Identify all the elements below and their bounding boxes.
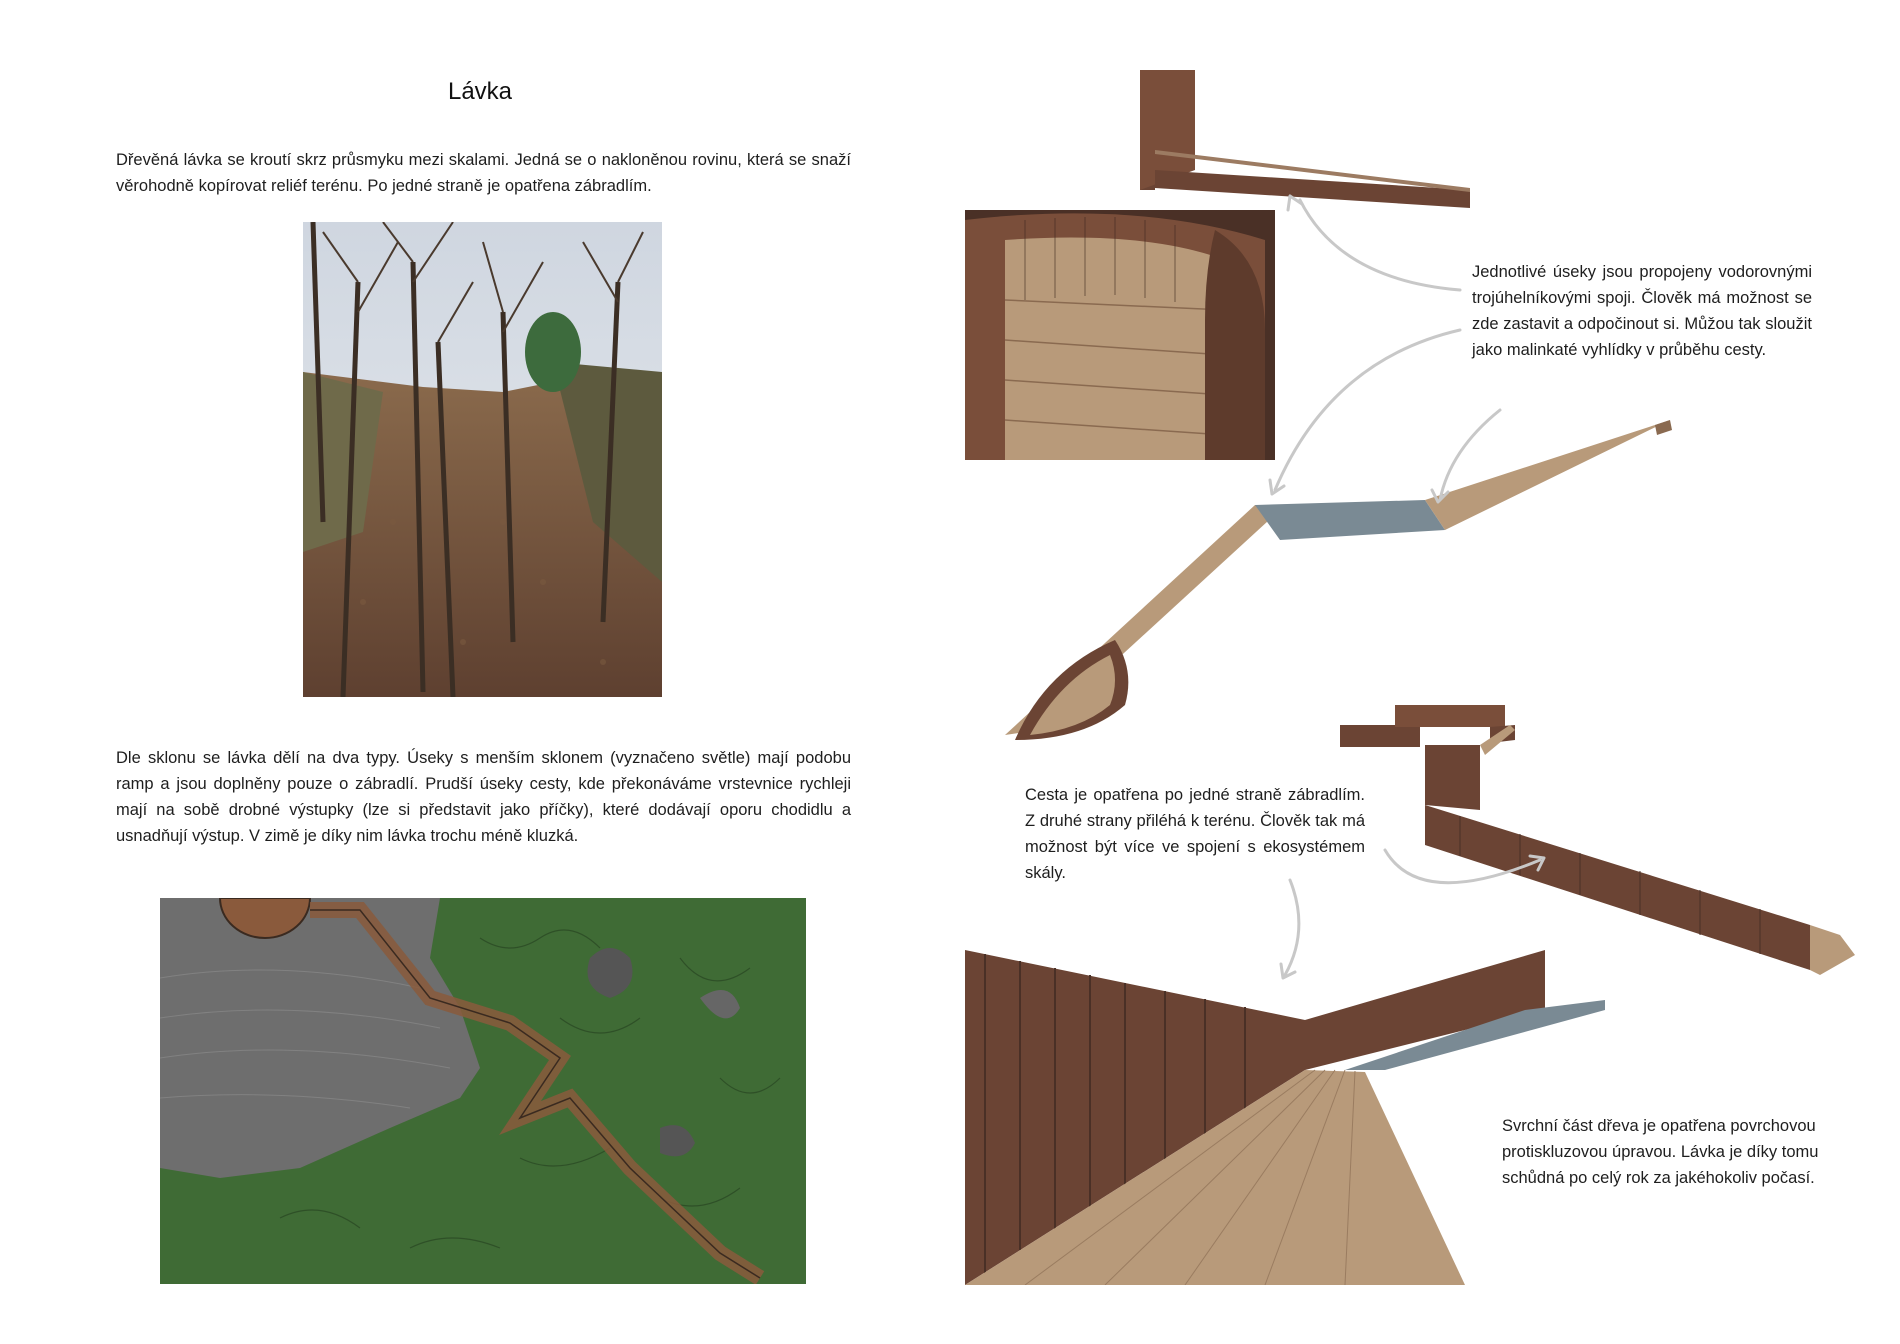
render-railing-segment — [1340, 685, 1860, 985]
caption-surface: Svrchní část dřeva je opatřena povrchovou protiskluzovou úpravou. Lávka je díky tomu schůdná po celý rok za jakéhokoliv počasí. — [1502, 1117, 1819, 1187]
caption-joints: Jednotlivé úseky jsou propojeny vodorovnými trojúhelníkovými spoji. Člověk má možnost se zde zastavit a odpočinout si. Můžou tak sloužit jako malinkaté vyhlídky v průběhu cesty. — [1472, 263, 1812, 359]
page-title: Lávka — [447, 78, 513, 106]
types-paragraph: Dle sklonu se lávka dělí na dva typy. Úseky s menším sklonem (vyznačeno světle) mají podobu ramp a jsou doplněny pouze o zábradlí. Prudší úseky cesty, kde překonáváme vrstevnice rychleji mají na sobě drobné výstupky (lze si představit jako příčky), které dodávají oporu chodidlu a usnadňují výstup. V zimě je díky nim lávka trochu méně kluzká. — [116, 749, 851, 845]
caption-railing: Cesta je opatřena po jedné straně zábradlím. Z druhé strany přiléhá k terénu. Člověk tak má možnost být více ve spojení s ekosystémem skály. — [1025, 786, 1365, 882]
forest-photo — [303, 222, 662, 697]
site-plan-map — [160, 898, 806, 1284]
intro-paragraph: Dřevěná lávka se kroutí skrz průsmyku mezi skalami. Jedná se o nakloněnou rovinu, která se snaží věrohodně kopírovat reliéf terénu. Po jedné straně je opatřena zábradlím. — [116, 151, 851, 195]
